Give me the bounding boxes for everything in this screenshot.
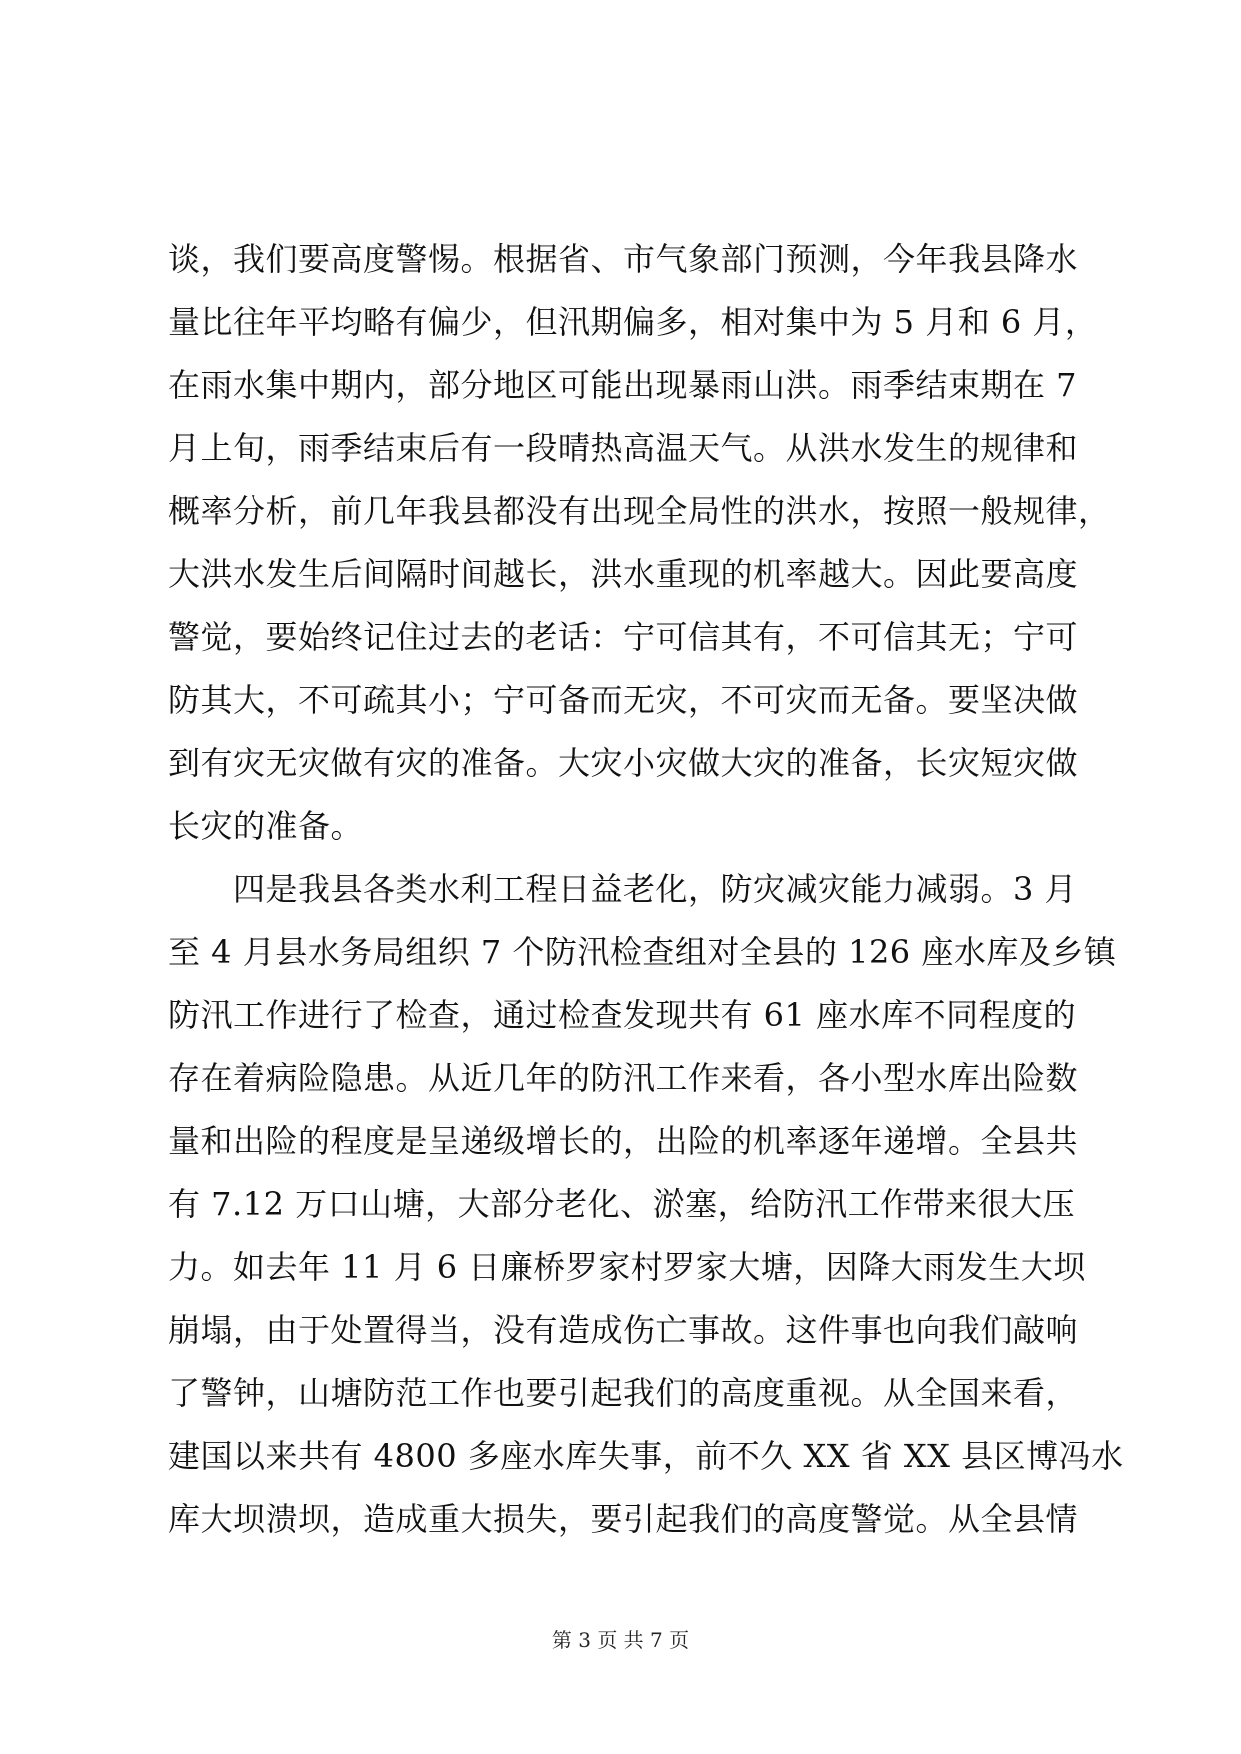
text-line: 月上旬，雨季结束后有一段晴热高温天气。从洪水发生的规律和	[168, 429, 1079, 467]
text-line: 四是我县各类水利工程日益老化，防灾减灾能力减弱。3 月	[168, 870, 1078, 908]
page-footer: 第 3 页 共 7 页	[551, 1628, 690, 1652]
text-line: 存在着病险隐患。从近几年的防汛工作来看，各小型水库出险数	[168, 1059, 1079, 1097]
text-line: 警觉，要始终记住过去的老话：宁可信其有，不可信其无；宁可	[168, 618, 1079, 656]
text-line: 建国以来共有 4800 多座水库失事，前不久 XX 省 XX 县区博冯水	[168, 1437, 1124, 1475]
text-line: 到有灾无灾做有灾的准备。大灾小灾做大灾的准备，长灾短灾做	[168, 744, 1079, 782]
text-line: 概率分析，前几年我县都没有出现全局性的洪水，按照一般规律，	[168, 492, 1111, 530]
text-line: 量和出险的程度是呈递级增长的，出险的机率逐年递增。全县共	[168, 1122, 1079, 1160]
text-line: 大洪水发生后间隔时间越长，洪水重现的机率越大。因此要高度	[168, 555, 1079, 593]
text-line: 在雨水集中期内，部分地区可能出现暴雨山洪。雨季结束期在 7	[168, 366, 1078, 404]
text-line: 至 4 月县水务局组织 7 个防汛检查组对全县的 126 座水库及乡镇	[168, 933, 1117, 971]
text-line: 了警钟，山塘防范工作也要引起我们的高度重视。从全国来看，	[168, 1374, 1079, 1412]
text-line: 力。如去年 11 月 6 日廉桥罗家村罗家大塘，因降大雨发生大坝	[168, 1248, 1086, 1286]
text-line: 崩塌，由于处置得当，没有造成伤亡事故。这件事也向我们敲响	[168, 1311, 1079, 1349]
text-line: 有 7.12 万口山塘，大部分老化、淤塞，给防汛工作带来很大压	[168, 1185, 1076, 1223]
text-line: 长灾的准备。	[168, 807, 364, 845]
text-line: 防汛工作进行了检查，通过检查发现共有 61 座水库不同程度的	[168, 996, 1077, 1034]
body-text	[168, 228, 1124, 1551]
text-line: 谈，我们要高度警惕。根据省、市气象部门预测，今年我县降水	[168, 240, 1079, 278]
text-line: 库大坝溃坝，造成重大损失，要引起我们的高度警觉。从全县情	[168, 1500, 1079, 1538]
text-line: 防其大，不可疏其小；宁可备而无灾，不可灾而无备。要坚决做	[168, 681, 1079, 719]
text-line: 量比往年平均略有偏少，但汛期偏多，相对集中为 5 月和 6 月，	[168, 303, 1098, 341]
